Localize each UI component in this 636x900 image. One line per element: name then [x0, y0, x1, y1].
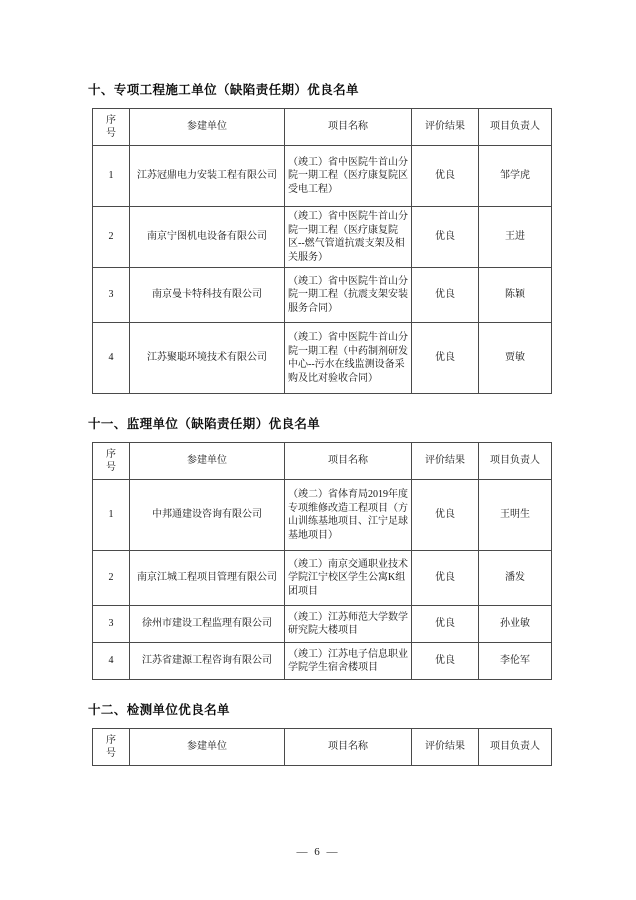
column-header-project: 项目名称 [285, 443, 412, 480]
cell-project: （竣工）省中医院牛首山分院一期工程（中药制剂研发中心--污水在线监测设备采购及比对验收合同） [285, 323, 412, 394]
document-content [88, 80, 548, 766]
cell-project: （竣工）江苏师范大学数学研究院大楼项目 [285, 606, 412, 643]
table-header [93, 729, 552, 766]
table-row [93, 551, 552, 606]
column-header-person: 项目负责人 [479, 443, 552, 480]
cell-person: 潘发 [479, 551, 552, 606]
section-supervision-units [88, 414, 548, 680]
cell-unit: 中邦通建设咨询有限公司 [130, 480, 285, 551]
column-header-unit: 参建单位 [130, 109, 285, 146]
cell-unit: 江苏省建源工程咨询有限公司 [130, 643, 285, 680]
cell-no: 4 [93, 323, 130, 394]
table-header [93, 109, 552, 146]
table-body [93, 146, 552, 394]
section-title: 十一、监理单位（缺陷责任期）优良名单 [88, 417, 321, 431]
column-header-no-line1: 序 [106, 114, 116, 126]
table-row [93, 606, 552, 643]
cell-no: 1 [93, 480, 130, 551]
cell-unit: 江苏冠鼎电力安装工程有限公司 [130, 146, 285, 207]
table-special-construction [92, 108, 552, 394]
cell-unit: 徐州市建设工程监理有限公司 [130, 606, 285, 643]
table-row [93, 207, 552, 268]
cell-no: 2 [93, 207, 130, 268]
cell-no: 2 [93, 551, 130, 606]
cell-project: （竣工）省中医院牛首山分院一期工程（医疗康复院区受电工程） [285, 146, 412, 207]
table-testing-units [92, 728, 552, 766]
cell-project: （竣工）江苏电子信息职业学院学生宿舍楼项目 [285, 643, 412, 680]
cell-result: 优良 [412, 207, 479, 268]
column-header-unit: 参建单位 [130, 443, 285, 480]
table-supervision-units [92, 442, 552, 680]
cell-person: 邹学虎 [479, 146, 552, 207]
table-header [93, 443, 552, 480]
cell-person: 李伦军 [479, 643, 552, 680]
cell-no: 3 [93, 606, 130, 643]
column-header-no-line1: 序 [106, 448, 116, 460]
cell-no: 1 [93, 146, 130, 207]
table-row [93, 323, 552, 394]
column-header-person: 项目负责人 [479, 729, 552, 766]
cell-project: （竣工）省中医院牛首山分院一期工程（抗震支架安装服务合同） [285, 268, 412, 323]
cell-person: 王进 [479, 207, 552, 268]
section-title: 十二、检测单位优良名单 [88, 703, 230, 717]
column-header-person: 项目负责人 [479, 109, 552, 146]
cell-result: 优良 [412, 606, 479, 643]
page-footer: — 6 — [296, 846, 340, 858]
cell-person: 孙业敏 [479, 606, 552, 643]
column-header-no-line2: 号 [106, 462, 116, 473]
column-header-no [93, 443, 130, 480]
table-row [93, 268, 552, 323]
cell-result: 优良 [412, 643, 479, 680]
table-header-row [93, 109, 552, 146]
cell-result: 优良 [412, 551, 479, 606]
cell-unit: 南京曼卡特科技有限公司 [130, 268, 285, 323]
cell-unit: 江苏聚聪环境技术有限公司 [130, 323, 285, 394]
cell-result: 优良 [412, 323, 479, 394]
cell-person: 王明生 [479, 480, 552, 551]
column-header-no-line2: 号 [106, 128, 116, 139]
cell-project: （竣工）南京交通职业技术学院江宁校区学生公寓K组团项目 [285, 551, 412, 606]
cell-no: 3 [93, 268, 130, 323]
column-header-no-line1: 序 [106, 734, 116, 746]
section-title: 十、专项工程施工单位（缺陷责任期）优良名单 [88, 83, 359, 97]
cell-result: 优良 [412, 268, 479, 323]
section-special-construction [88, 80, 548, 394]
cell-project: （竣二）省体育局2019年度专项维修改造工程项目（方山训练基地项目、江宁足球基地项目） [285, 480, 412, 551]
column-header-unit: 参建单位 [130, 729, 285, 766]
column-header-result: 评价结果 [412, 729, 479, 766]
cell-person: 陈颖 [479, 268, 552, 323]
cell-unit: 南京宁图机电设备有限公司 [130, 207, 285, 268]
table-row [93, 643, 552, 680]
cell-person: 贾敏 [479, 323, 552, 394]
table-body [93, 480, 552, 680]
cell-result: 优良 [412, 480, 479, 551]
column-header-result: 评价结果 [412, 109, 479, 146]
table-header-row [93, 443, 552, 480]
table-header-row [93, 729, 552, 766]
cell-result: 优良 [412, 146, 479, 207]
column-header-project: 项目名称 [285, 729, 412, 766]
cell-no: 4 [93, 643, 130, 680]
column-header-no-line2: 号 [106, 748, 116, 759]
section-testing-units [88, 700, 548, 766]
column-header-project: 项目名称 [285, 109, 412, 146]
column-header-no [93, 109, 130, 146]
cell-project: （竣工）省中医院牛首山分院一期工程（医疗康复院区--燃气管道抗震支架及相关服务） [285, 207, 412, 268]
cell-unit: 南京江城工程项目管理有限公司 [130, 551, 285, 606]
column-header-result: 评价结果 [412, 443, 479, 480]
column-header-no [93, 729, 130, 766]
table-row [93, 480, 552, 551]
table-row [93, 146, 552, 207]
